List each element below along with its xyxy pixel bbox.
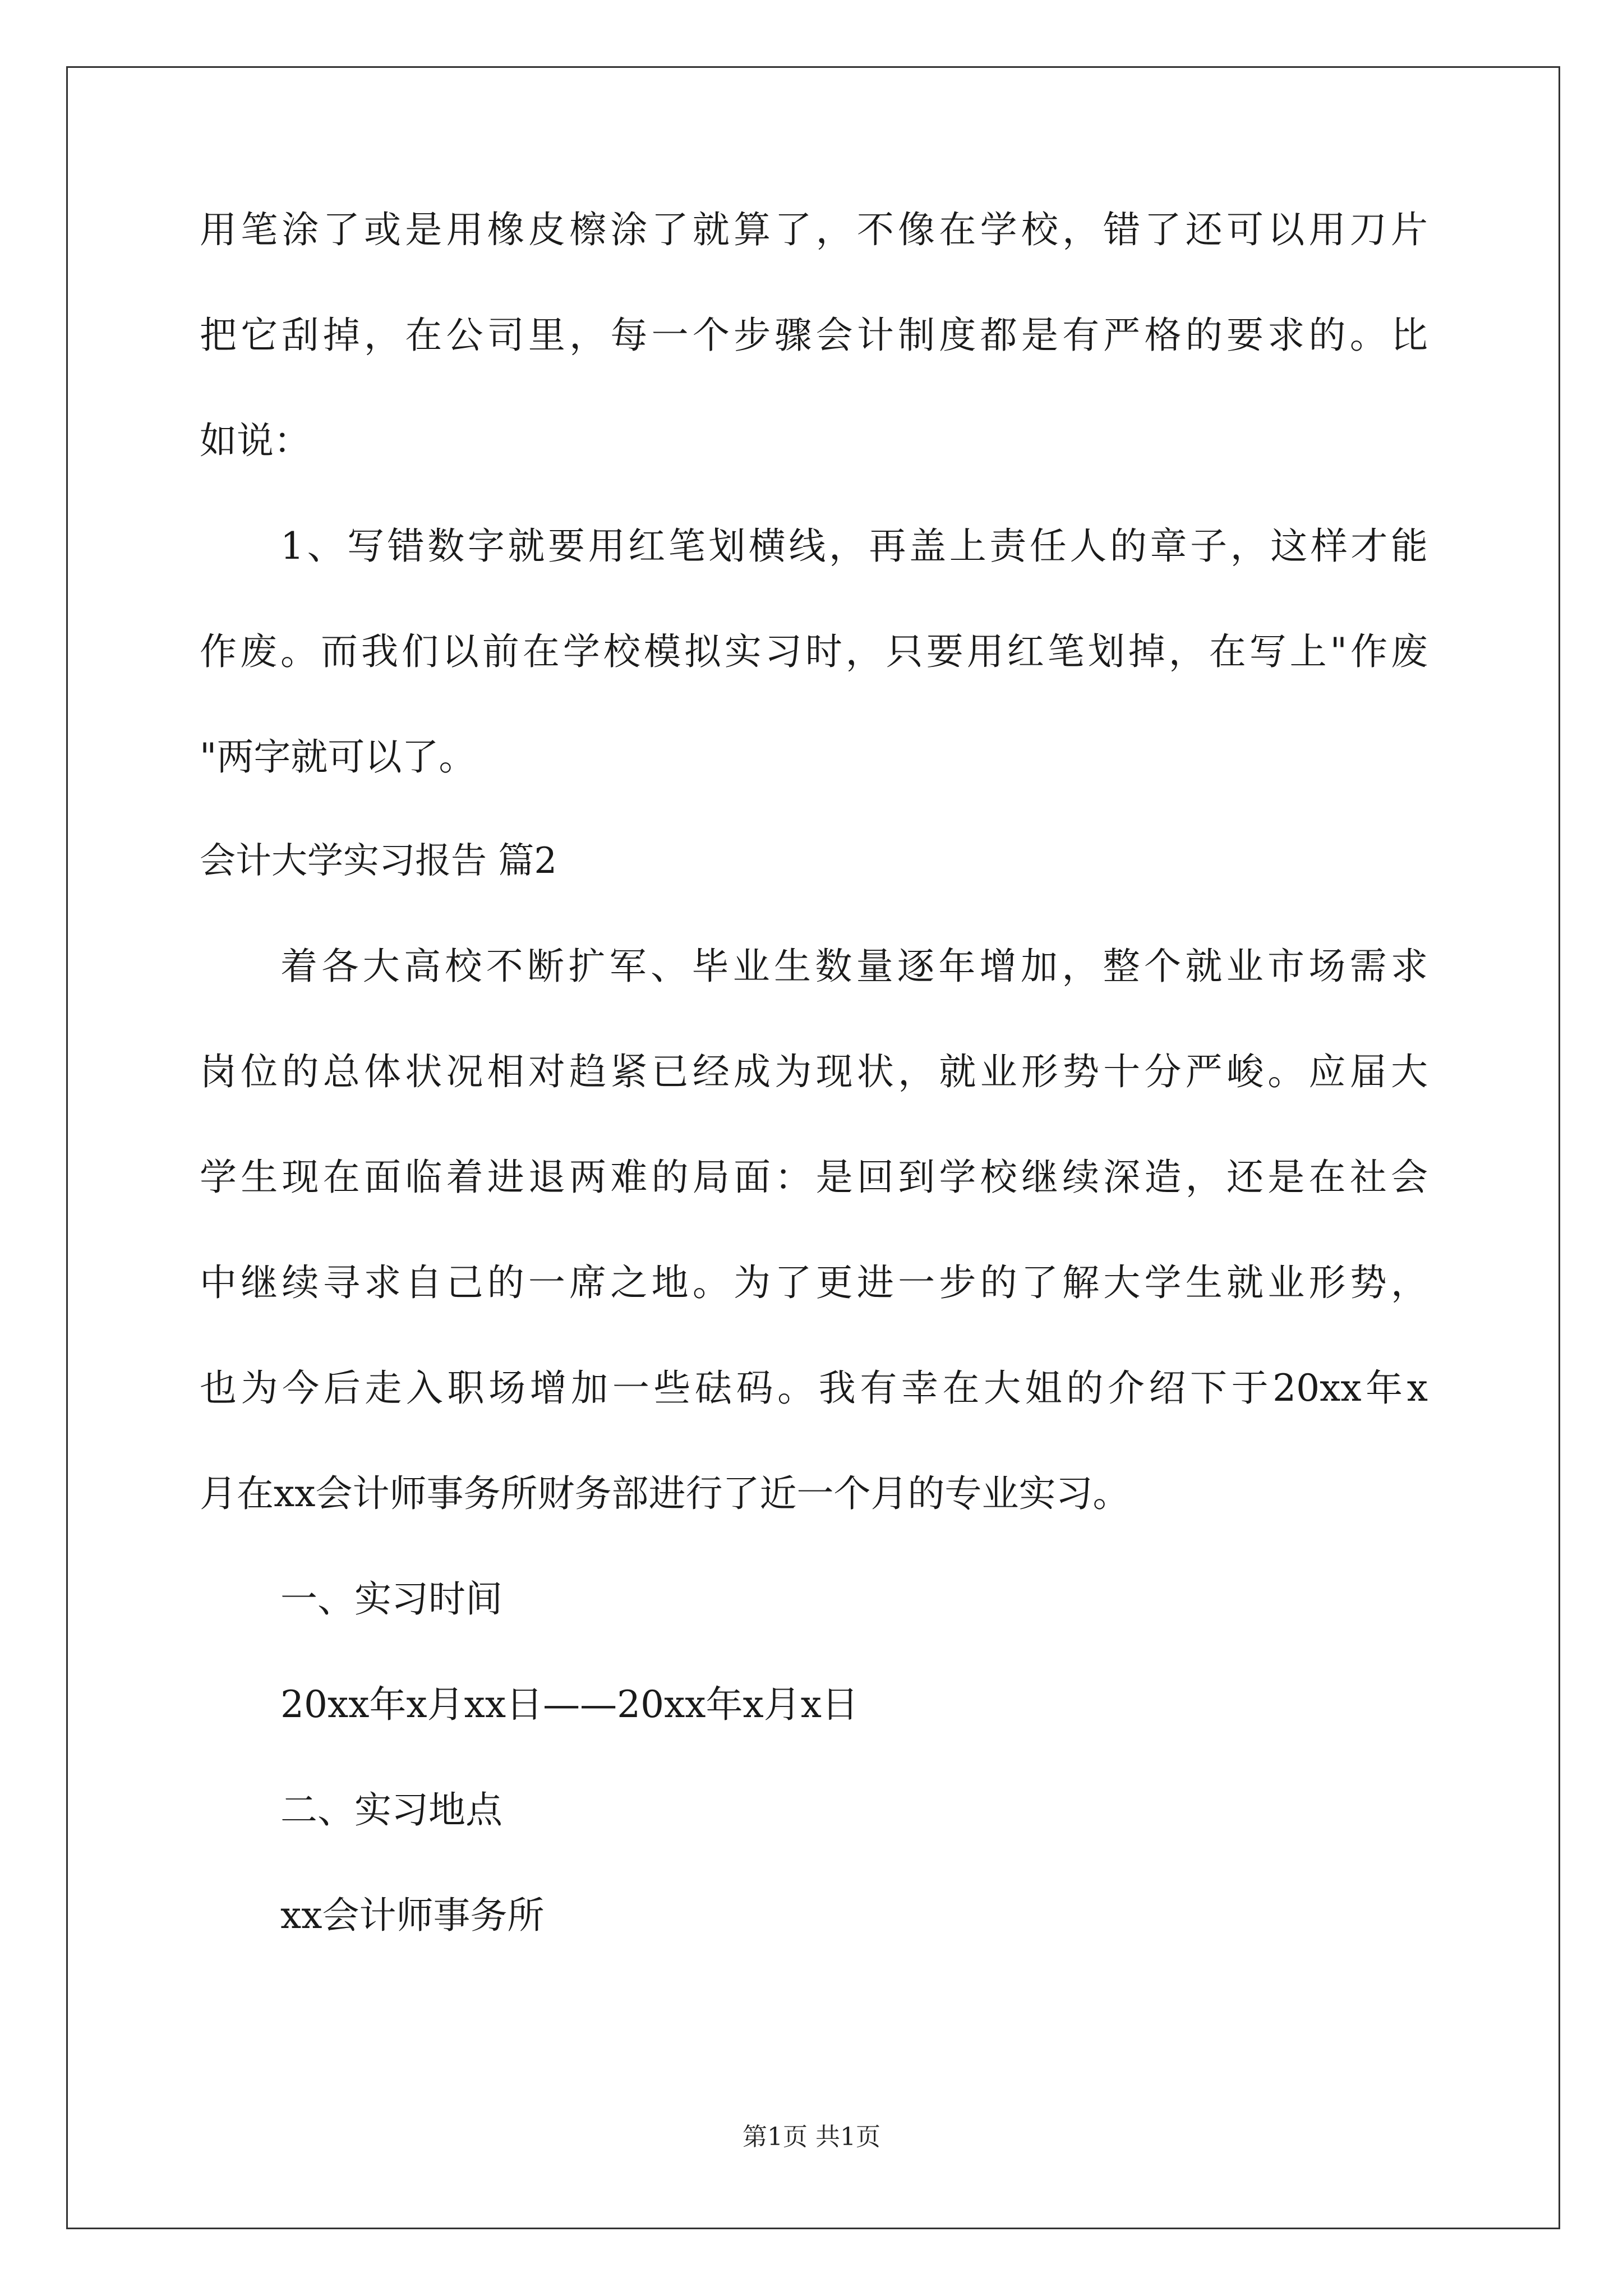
text-line-4: 1、写错数字就要用红笔划横线，再盖上责任人的章子，这样才能 xyxy=(280,524,1428,568)
internship-location: xx会计师事务所 xyxy=(280,1894,545,1937)
page-footer: 第1页 共1页 xyxy=(743,2123,880,2151)
section-heading: 会计大学实习报告 篇2 xyxy=(200,840,557,882)
text-line-11: 中继续寻求自己的一席之地。为了更进一步的了解大学生就业形势， xyxy=(200,1261,1428,1304)
text-line-1: 用笔涂了或是用橡皮檫涂了就算了，不像在学校，错了还可以用刀片 xyxy=(200,208,1428,251)
text-line-5: 作废。而我们以前在学校模拟实习时，只要用红笔划掉，在写上"作废 xyxy=(200,630,1428,673)
text-line-6: "两字就可以了。 xyxy=(200,735,476,779)
subheading-time: 一、实习时间 xyxy=(280,1577,502,1621)
text-line-3: 如说： xyxy=(200,419,311,462)
text-line-10: 学生现在面临着进退两难的局面：是回到学校继续深造，还是在社会 xyxy=(200,1156,1428,1199)
subheading-location: 二、实习地点 xyxy=(280,1788,502,1832)
text-line-2: 把它刮掉，在公司里，每一个步骤会计制度都是有严格的要求的。比 xyxy=(200,314,1428,357)
internship-dates: 20xx年x月xx日——20xx年x月x日 xyxy=(280,1683,859,1726)
text-line-13: 月在xx会计师事务所财务部进行了近一个月的专业实习。 xyxy=(200,1472,1130,1515)
text-line-8: 着各大高校不断扩军、毕业生数量逐年增加，整个就业市场需求 xyxy=(280,945,1428,988)
text-line-9: 岗位的总体状况相对趋紧已经成为现状，就业形势十分严峻。应届大 xyxy=(200,1050,1428,1093)
text-line-12: 也为今后走入职场增加一些砝码。我有幸在大姐的介绍下于20xx年x xyxy=(200,1366,1428,1410)
